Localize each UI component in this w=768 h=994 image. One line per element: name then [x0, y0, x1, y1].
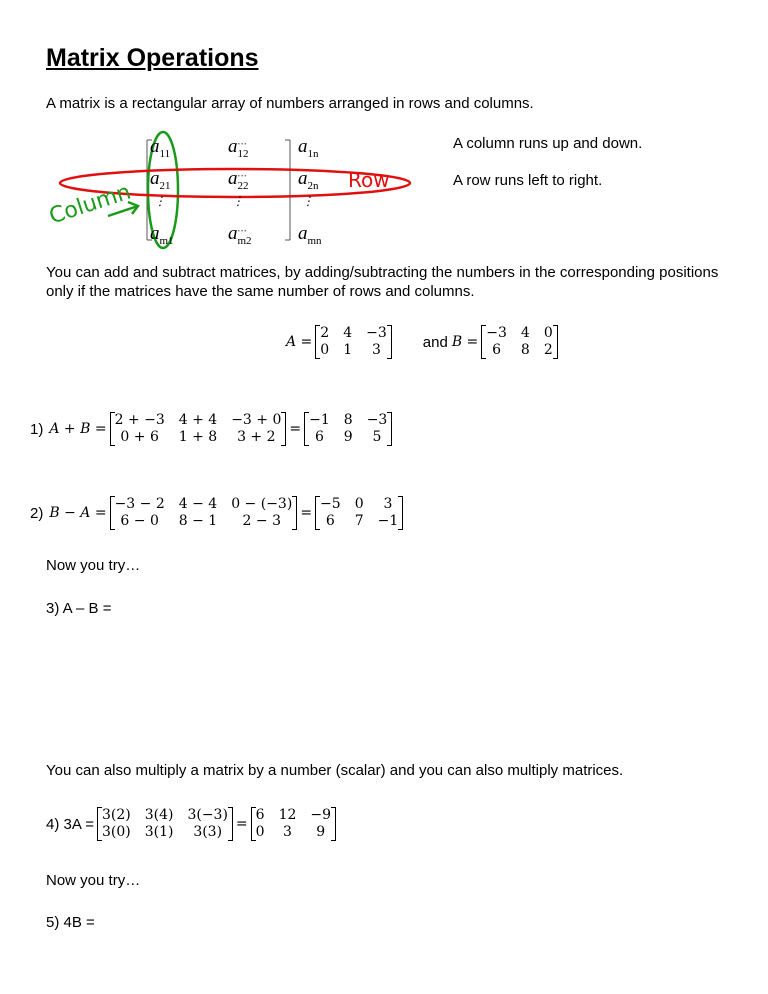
matrix-cell: 3(0): [101, 824, 131, 840]
matrix-cell: 9: [343, 429, 353, 445]
matrix-cell: 0 − (−3): [231, 496, 293, 512]
matrix-entry: $a_{11}$: [150, 136, 171, 160]
matrix-cell: 3(2): [101, 807, 131, 823]
matrix-entry: $a_{m1}$: [150, 223, 174, 247]
matrix-cell: 2: [543, 342, 553, 358]
matrix-cell: 0: [543, 325, 553, 341]
page-title: Matrix Operations: [46, 44, 259, 72]
matrix-cell: 1 + 8: [178, 429, 218, 445]
matrix-cell: 3(3): [193, 824, 223, 840]
matrix-entry: $a_{22}$: [228, 168, 249, 192]
now-you-try-1: Now you try…: [46, 557, 141, 574]
matrix-cell: 3(1): [144, 824, 174, 840]
matrix-cell: 2 + −3: [114, 412, 165, 428]
matrix-cell: 8: [520, 342, 530, 358]
matrix-a: [315, 325, 391, 359]
matrix-cell: 3: [283, 824, 292, 840]
matrix-cell: 7: [354, 513, 364, 529]
matrix-cell: −3: [366, 325, 387, 341]
vertical-ellipsis: ⋮: [302, 194, 314, 208]
example-1-number: 1): [30, 420, 44, 438]
example-1-result-matrix: [304, 412, 392, 446]
matrix-cell: −5: [320, 496, 341, 512]
matrix-cell: 4 − 4: [178, 496, 218, 512]
matrix-cell: −1: [309, 412, 330, 428]
and-label: and: [422, 333, 448, 351]
column-note: A column runs up and down.: [453, 135, 643, 152]
ellipsis: ···: [237, 168, 247, 183]
matrix-cell: 2: [320, 325, 330, 341]
intro-text: A matrix is a rectangular array of numbers arranged in rows and columns.: [46, 95, 534, 112]
matrix-cell: 3: [372, 342, 381, 358]
matrix-cell: 0 + 6: [120, 429, 159, 445]
matrix-b: [481, 325, 557, 359]
matrix-cell: 8 − 1: [178, 513, 218, 529]
matrix-cell: 8: [343, 412, 353, 428]
matrix-cell: 4: [343, 325, 353, 341]
matrix-cell: 0: [320, 342, 330, 358]
matrix-b-label: B =: [451, 334, 479, 350]
equals-sign: =: [289, 421, 302, 437]
equals-sign: =: [300, 505, 313, 521]
matrix-cell: −1: [377, 513, 399, 529]
scalar-paragraph: You can also multiply a matrix by a number (scalar) and you can also multiply matrices.: [46, 762, 624, 779]
matrix-cell: 4: [520, 325, 530, 341]
matrix-cell: 12: [278, 807, 297, 823]
question-5: 5) 4B =: [46, 914, 95, 931]
matrix-cell: −3 − 2: [114, 496, 165, 512]
column-handwritten-label: Column: [46, 179, 135, 230]
matrix-entry: $a_{12}$: [228, 136, 249, 160]
vertical-ellipsis: ⋮: [154, 194, 166, 208]
matrix-cell: 3 + 2: [237, 429, 276, 445]
example-4-lhs: 4) 3A =: [46, 815, 94, 833]
matrix-entry: $a_{2n}$: [298, 168, 319, 192]
example-2-number: 2): [30, 504, 44, 522]
example-1-lhs: A + B =: [49, 421, 107, 437]
equals-sign: =: [235, 816, 248, 832]
example-2-work-matrix: [110, 496, 298, 530]
matrix-cell: 0: [354, 496, 364, 512]
example-4-result-matrix: [251, 807, 336, 841]
matrix-cell: 3(−3): [187, 807, 228, 823]
matrix-cell: 2 − 3: [242, 513, 281, 529]
matrix-cell: 6: [314, 429, 324, 445]
matrix-entry: $a_{m2}$: [228, 223, 252, 247]
question-3: 3) A – B =: [46, 600, 112, 617]
example-4-work-matrix: [97, 807, 233, 841]
matrix-cell: −9: [310, 807, 332, 823]
row-note: A row runs left to right.: [453, 172, 603, 189]
now-you-try-2: Now you try…: [46, 872, 141, 889]
row-handwritten-label: Row: [348, 168, 390, 192]
matrix-entry: $a_{1n}$: [298, 136, 319, 160]
matrix-cell: −3: [486, 325, 507, 341]
matrix-cell: 9: [316, 824, 326, 840]
matrix-cell: −3: [366, 412, 388, 428]
matrix-entry: $a_{mn}$: [298, 223, 322, 247]
matrix-cell: 6: [492, 342, 502, 358]
example-1-work-matrix: [110, 412, 287, 446]
ellipsis: ···: [237, 136, 247, 151]
matrix-cell: −3 + 0: [231, 412, 282, 428]
example-2-result-matrix: [315, 496, 403, 530]
matrix-cell: 3: [383, 496, 393, 512]
matrix-cell: 6: [325, 513, 335, 529]
matrix-cell: 6 − 0: [120, 513, 159, 529]
matrix-cell: 6: [255, 807, 265, 823]
addition-paragraph: You can add and subtract matrices, by adding/subtracting the numbers in the corresponding positions only if the matrices have the same number of rows and columns.: [46, 264, 719, 300]
matrix-a-label: A =: [286, 334, 313, 350]
matrix-cell: 5: [372, 429, 382, 445]
matrix-cell: 3(4): [144, 807, 174, 823]
matrix-cell: 0: [255, 824, 265, 840]
vertical-ellipsis: ⋮: [232, 194, 244, 208]
matrix-entry: $a_{21}$: [150, 168, 171, 192]
matrix-cell: 1: [343, 342, 353, 358]
ellipsis: ···: [237, 223, 247, 238]
matrix-cell: 4 + 4: [178, 412, 218, 428]
example-2-lhs: B − A =: [49, 505, 107, 521]
